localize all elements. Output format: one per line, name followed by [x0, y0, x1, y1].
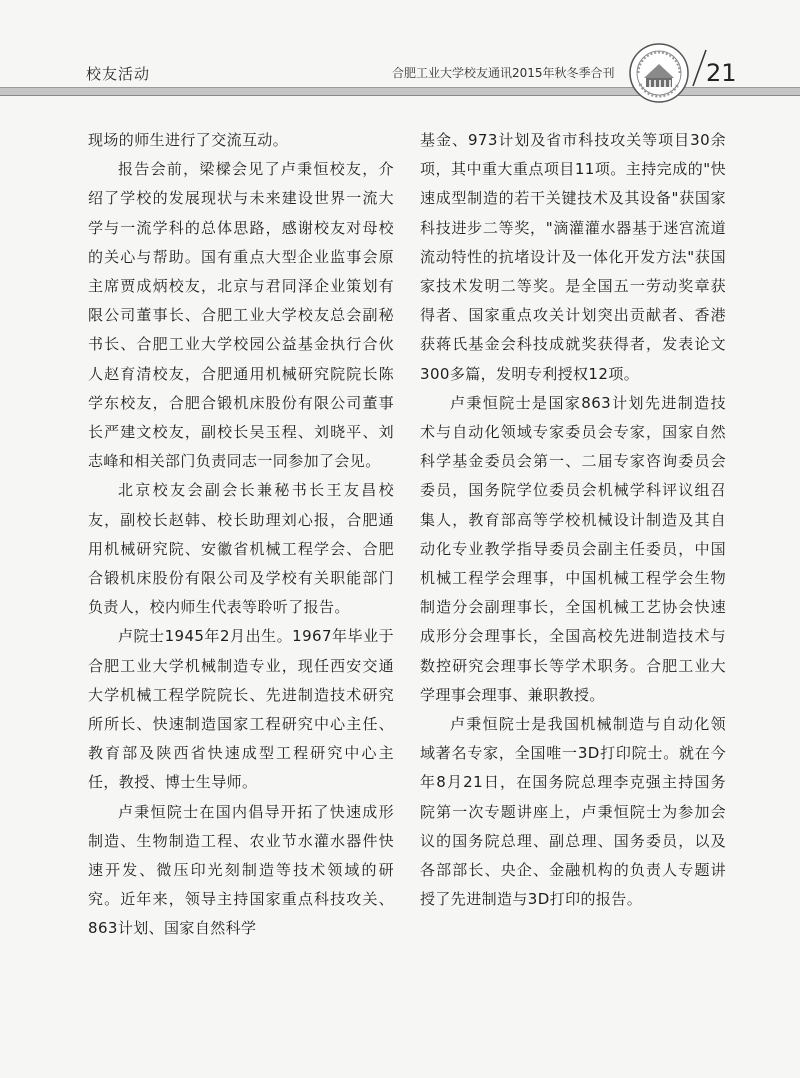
- left-text-column: [88, 126, 394, 944]
- journal-title: 合肥工业大学校友通讯2015年秋冬季合刊: [392, 66, 615, 80]
- paragraph: 报告会前，梁樑会见了卢秉恒校友，介绍了学校的发展现状与未来建设世界一流大学与一流学科的总体思路，感谢校友对母校的关心与帮助。国有重点大型企业监事会原主席贾成炳校友，北京与君同泽企业策划有限公司董事长、合肥工业大学校友总会副秘书长、合肥工业大学校园公益基金执行合伙人赵育清校友，合肥通用机械研究院院长陈学东校友，合肥合锻机床股份有限公司董事长严建文校友，副校长吴玉程、刘晓平、刘志峰和相关部门负责同志一同参加了会见。: [88, 160, 394, 471]
- paragraph: 北京校友会副会长兼秘书长王友昌校友，副校长赵韩、校长助理刘心报，合肥通用机械研究院、安徽省机械工程学会、合肥合锻机床股份有限公司及学校有关职能部门负责人，校内师生代表等聆听了报告。: [88, 481, 394, 617]
- paragraph: 卢院士1945年2月出生。1967年毕业于合肥工业大学机械制造专业，现任西安交通大学机械工程学院院长、先进制造技术研究所所长、快速制造国家工程研究中心主任、教育部及陕西省快速成型工程研究中心主任，教授、博士生导师。: [88, 627, 394, 792]
- paragraph: 卢秉恒院士是我国机械制造与自动化领域著名专家，全国唯一3D打印院士。就在今年8月21日，在国务院总理李克强主持国务院第一次专题讲座上，卢秉恒院士为参加会议的国务院总理、副总理、国务委员，以及各部部长、央企、金融机构的负责人专题讲授了先进制造与3D打印的报告。: [420, 715, 726, 909]
- page-number: 21: [706, 59, 737, 87]
- university-seal-icon: [628, 42, 690, 104]
- page-header: [0, 0, 800, 100]
- section-title: 校友活动: [86, 65, 151, 83]
- right-text-column: [420, 126, 726, 914]
- paragraph: 卢秉恒院士是国家863计划先进制造技术与自动化领域专家委员会专家，国家自然科学基金委员会第一、二届专家咨询委员会委员，国务院学位委员会机械学科评议组召集人，教育部高等学校机械设计制造及其自动化专业教学指导委员会副主任委员，中国机械工程学会理事，中国机械工程学会生物制造分会副理事长，全国机械工艺协会快速成形分会理事长，全国高校先进制造技术与数控研究会理事长等学术职务。合肥工业大学理事会理事、兼职教授。: [420, 393, 726, 704]
- paragraph: 基金、973计划及省市科技攻关等项目30余项，其中重大重点项目11项。主持完成的"快速成型制造的若干关键技术及其设备"获国家科技进步二等奖，"滴灌灌水器基于迷宫流道流动特性的抗堵设计及一体化开发方法"获国家技术发明二等奖。是全国五一劳动奖章获得者、国家重点攻关计划突出贡献者、香港获蒋氏基金会科技成就奖获得者，发表论文300多篇，发明专利授权12项。: [420, 131, 726, 383]
- paragraph: 卢秉恒院士在国内倡导开拓了快速成形制造、生物制造工程、农业节水灌水器件快速开发、微压印光刻制造等技术领域的研究。近年来，领导主持国家重点科技攻关、863计划、国家自然科学: [88, 802, 394, 938]
- paragraph: 现场的师生进行了交流互动。: [88, 131, 289, 149]
